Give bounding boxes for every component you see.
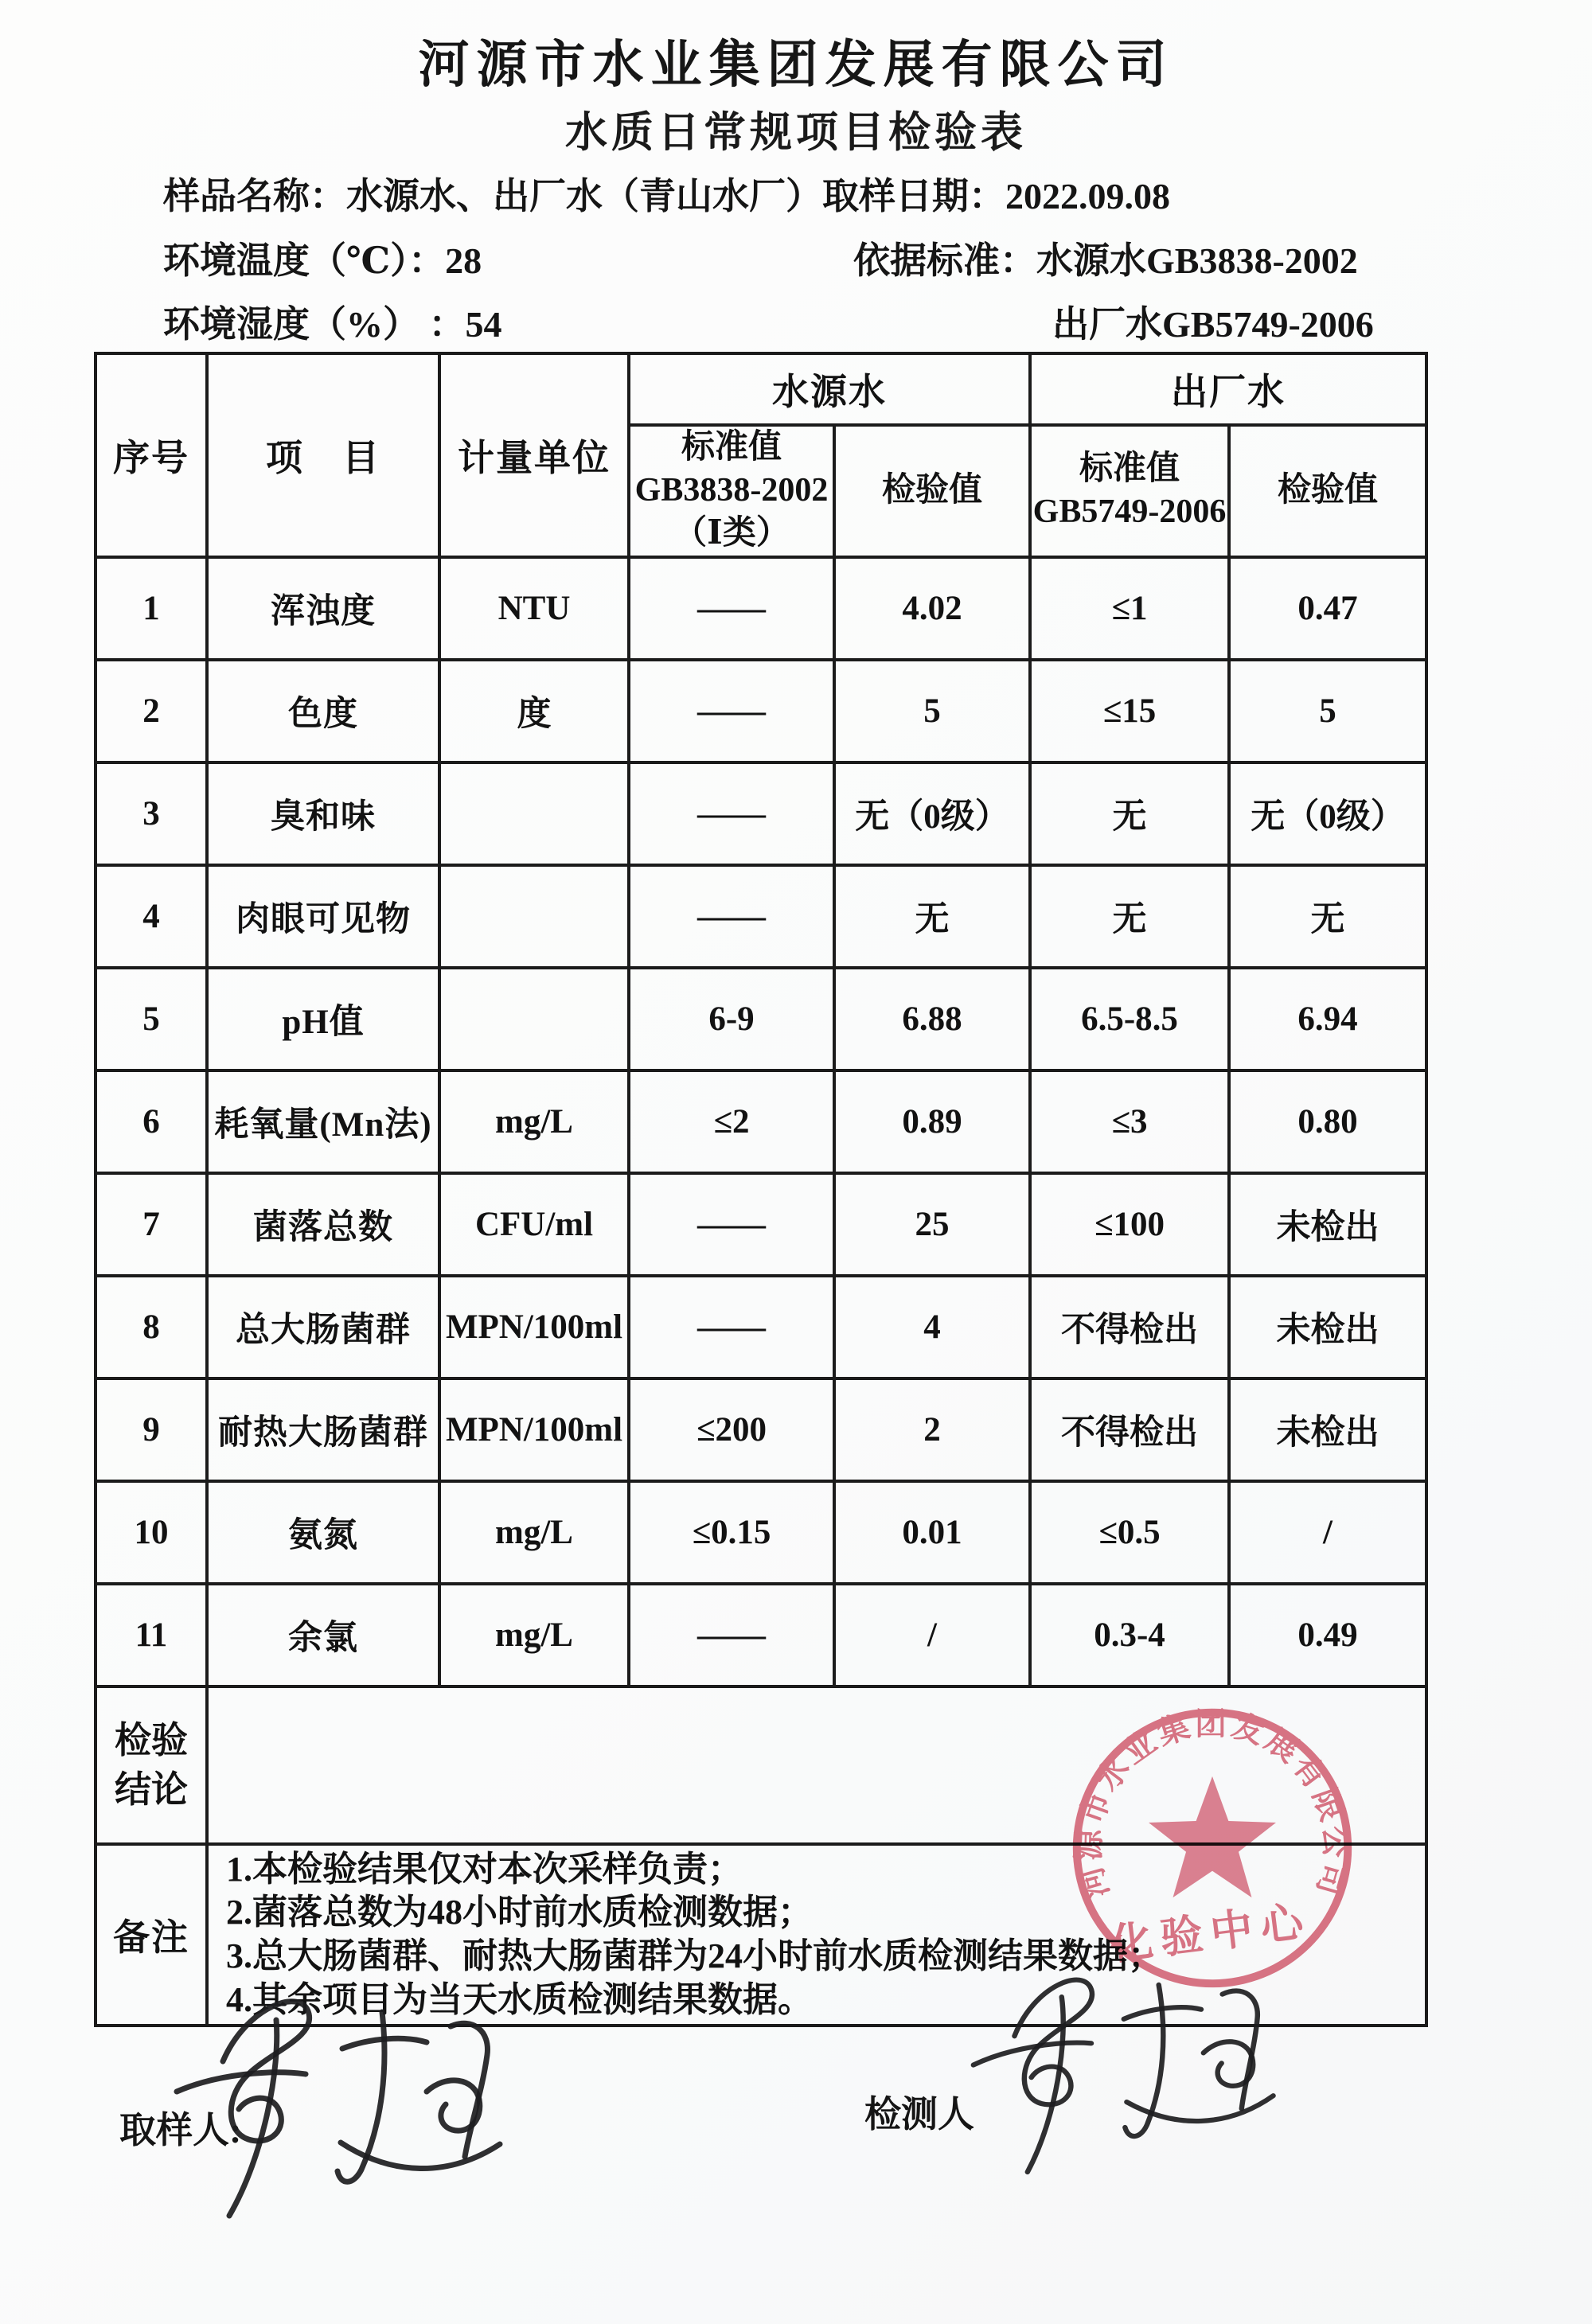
row-src-val: 4: [834, 1276, 1030, 1378]
row-src-std: ——: [629, 1584, 834, 1686]
row-tap-val: /: [1229, 1481, 1426, 1584]
row-src-val: 2: [834, 1378, 1030, 1481]
row-tap-std: ≤15: [1030, 660, 1229, 762]
row-item: 浑浊度: [207, 557, 439, 660]
humidity-line: [163, 295, 502, 348]
row-src-std: ——: [629, 557, 834, 660]
sample-name-value: 水源水、出厂水（青山水厂）: [346, 176, 822, 216]
table-row: [96, 1276, 1426, 1378]
doc-title: 水质日常规项目检验表: [565, 109, 1027, 156]
source-standard-line: （Ⅰ类）: [673, 514, 790, 552]
row-no: 1: [96, 557, 207, 660]
col-header-tap-standard: [1030, 425, 1229, 557]
row-src-std: ——: [629, 865, 834, 968]
row-no: 2: [96, 660, 207, 762]
row-tap-val: 6.94: [1229, 968, 1426, 1070]
row-src-val: 0.89: [834, 1070, 1030, 1173]
row-item: 肉眼可见物: [207, 865, 439, 968]
row-tap-val: 未检出: [1229, 1276, 1426, 1378]
note-line: 2.菌落总数为48小时前水质检测数据；: [226, 1893, 813, 1932]
row-no: 11: [96, 1584, 207, 1686]
row-tap-std: 不得检出: [1030, 1378, 1229, 1481]
row-no: 4: [96, 865, 207, 968]
row-tap-std: 不得检出: [1030, 1276, 1229, 1378]
row-unit: mg/L: [439, 1584, 629, 1686]
row-tap-val: 未检出: [1229, 1173, 1426, 1276]
row-src-std: 6-9: [629, 968, 834, 1070]
row-unit: NTU: [439, 557, 629, 660]
conclusion-label-line: 结论: [115, 1769, 188, 1810]
row-unit: [439, 968, 629, 1070]
row-item: 总大肠菌群: [207, 1276, 439, 1378]
table-row: [96, 1070, 1426, 1173]
row-unit: [439, 762, 629, 865]
row-src-std: ——: [629, 762, 834, 865]
table-row: [96, 557, 1426, 660]
col-header-tap-check: 检验值: [1229, 425, 1426, 557]
col-header-unit: 计量单位: [439, 353, 629, 557]
table-row: [96, 1378, 1426, 1481]
row-tap-std: 无: [1030, 865, 1229, 968]
row-tap-std: ≤1: [1030, 557, 1229, 660]
source-standard-line: 标准值: [681, 429, 782, 466]
row-tap-std: ≤100: [1030, 1173, 1229, 1276]
table-header-row-groups: [96, 353, 1426, 425]
table-row: [96, 1173, 1426, 1276]
col-header-no: 序号: [96, 353, 207, 557]
row-item: 色度: [207, 660, 439, 762]
row-item: 余氯: [207, 1584, 439, 1686]
row-unit: MPN/100ml: [439, 1378, 629, 1481]
row-no: 9: [96, 1378, 207, 1481]
row-unit: 度: [439, 660, 629, 762]
row-src-val: 25: [834, 1173, 1030, 1276]
group-header-source-water: 水源水: [629, 353, 1030, 425]
ambient-temp-label: 环境温度（℃）：: [163, 240, 446, 281]
row-tap-val: 0.80: [1229, 1070, 1426, 1173]
sampler-label: 取样人:: [119, 2110, 242, 2150]
row-no: 3: [96, 762, 207, 865]
row-tap-val: 未检出: [1229, 1378, 1426, 1481]
table-row: [96, 660, 1426, 762]
row-unit: mg/L: [439, 1070, 629, 1173]
row-tap-val: 0.49: [1229, 1584, 1426, 1686]
group-header-tap-water: 出厂水: [1030, 353, 1426, 425]
row-unit: MPN/100ml: [439, 1276, 629, 1378]
stamp-ring-text: 河源市水业集团发展有限公司: [1071, 1706, 1354, 1903]
tap-standard-line: GB5749-2006: [1032, 493, 1227, 530]
row-no: 8: [96, 1276, 207, 1378]
source-standard-line: GB3838-2002: [634, 472, 829, 509]
sampling-date-value: 2022.09.08: [1005, 176, 1170, 216]
note-line: 1.本检验结果仅对本次采样负责；: [226, 1849, 743, 1889]
row-tap-val: 无: [1229, 865, 1426, 968]
note-line: 4.其余项目为当天水质检测结果数据。: [226, 1979, 813, 2019]
row-src-val: 6.88: [834, 968, 1030, 1070]
row-unit: [439, 865, 629, 968]
conclusion-label-line: 检验: [115, 1719, 188, 1761]
row-src-val: 0.01: [834, 1481, 1030, 1584]
table-row: [96, 1481, 1426, 1584]
row-tap-std: 无: [1030, 762, 1229, 865]
row-item: pH值: [207, 968, 439, 1070]
row-src-val: 无（0级）: [834, 762, 1030, 865]
table-row: [96, 762, 1426, 865]
col-header-source-check: 检验值: [834, 425, 1030, 557]
row-tap-val: 5: [1229, 660, 1426, 762]
ambient-temp-value: 28: [445, 240, 482, 281]
row-unit: CFU/ml: [439, 1173, 629, 1276]
tester-label: 检测人: [864, 2094, 974, 2135]
row-src-std: ≤200: [629, 1378, 834, 1481]
row-item: 菌落总数: [207, 1173, 439, 1276]
company-title: 河源市水业集团发展有限公司: [418, 36, 1174, 93]
stamp-center-text: 化验中心: [1107, 1897, 1314, 1970]
row-tap-std: ≤3: [1030, 1070, 1229, 1173]
tap-standard-line: 标准值: [1079, 450, 1180, 488]
note-line: 3.总大肠菌群、耐热大肠菌群为24小时前水质检测结果数据；: [226, 1936, 1163, 1975]
sample-info-line: [163, 167, 1170, 220]
row-item: 耗氧量(Mn法): [207, 1070, 439, 1173]
humidity-value: 54: [465, 304, 502, 345]
row-src-std: ——: [629, 1173, 834, 1276]
sampling-date-label: 取样日期：: [822, 176, 1005, 216]
row-src-std: ≤0.15: [629, 1481, 834, 1584]
tap-water-standard: 出厂水GB5749-2006: [1052, 304, 1374, 345]
row-no: 6: [96, 1070, 207, 1173]
row-unit: mg/L: [439, 1481, 629, 1584]
standard-basis-label: 依据标准：: [853, 240, 1036, 281]
row-item: 氨氮: [207, 1481, 439, 1584]
ambient-temp-line: [163, 232, 482, 284]
row-src-std: ——: [629, 1276, 834, 1378]
standard-basis-line: [853, 232, 1358, 284]
row-src-std: ——: [629, 660, 834, 762]
row-no: 10: [96, 1481, 207, 1584]
row-src-val: 4.02: [834, 557, 1030, 660]
col-header-source-standard: [629, 425, 834, 557]
row-src-val: 无: [834, 865, 1030, 968]
source-water-standard: 水源水GB3838-2002: [1036, 240, 1358, 281]
row-item: 耐热大肠菌群: [207, 1378, 439, 1481]
conclusion-label: [96, 1686, 207, 1844]
row-tap-std: 6.5-8.5: [1030, 968, 1229, 1070]
sampler-signature: [153, 1972, 519, 2227]
row-tap-std: 0.3-4: [1030, 1584, 1229, 1686]
row-src-std: ≤2: [629, 1070, 834, 1173]
humidity-label: 环境湿度（%） ：: [163, 304, 466, 345]
sample-name-label: 样品名称：: [163, 176, 346, 216]
lab-stamp: [1059, 1694, 1366, 2001]
notes-label: 备注: [96, 1844, 207, 2026]
row-no: 7: [96, 1173, 207, 1276]
row-tap-std: ≤0.5: [1030, 1481, 1229, 1584]
row-no: 5: [96, 968, 207, 1070]
col-header-item: 项 目: [207, 353, 439, 557]
row-item: 臭和味: [207, 762, 439, 865]
row-src-val: /: [834, 1584, 1030, 1686]
row-tap-val: 无（0级）: [1229, 762, 1426, 865]
table-row: [96, 968, 1426, 1070]
table-row: [96, 865, 1426, 968]
row-tap-val: 0.47: [1229, 557, 1426, 660]
table-row: [96, 1584, 1426, 1686]
star-icon: [1149, 1776, 1276, 1897]
row-src-val: 5: [834, 660, 1030, 762]
